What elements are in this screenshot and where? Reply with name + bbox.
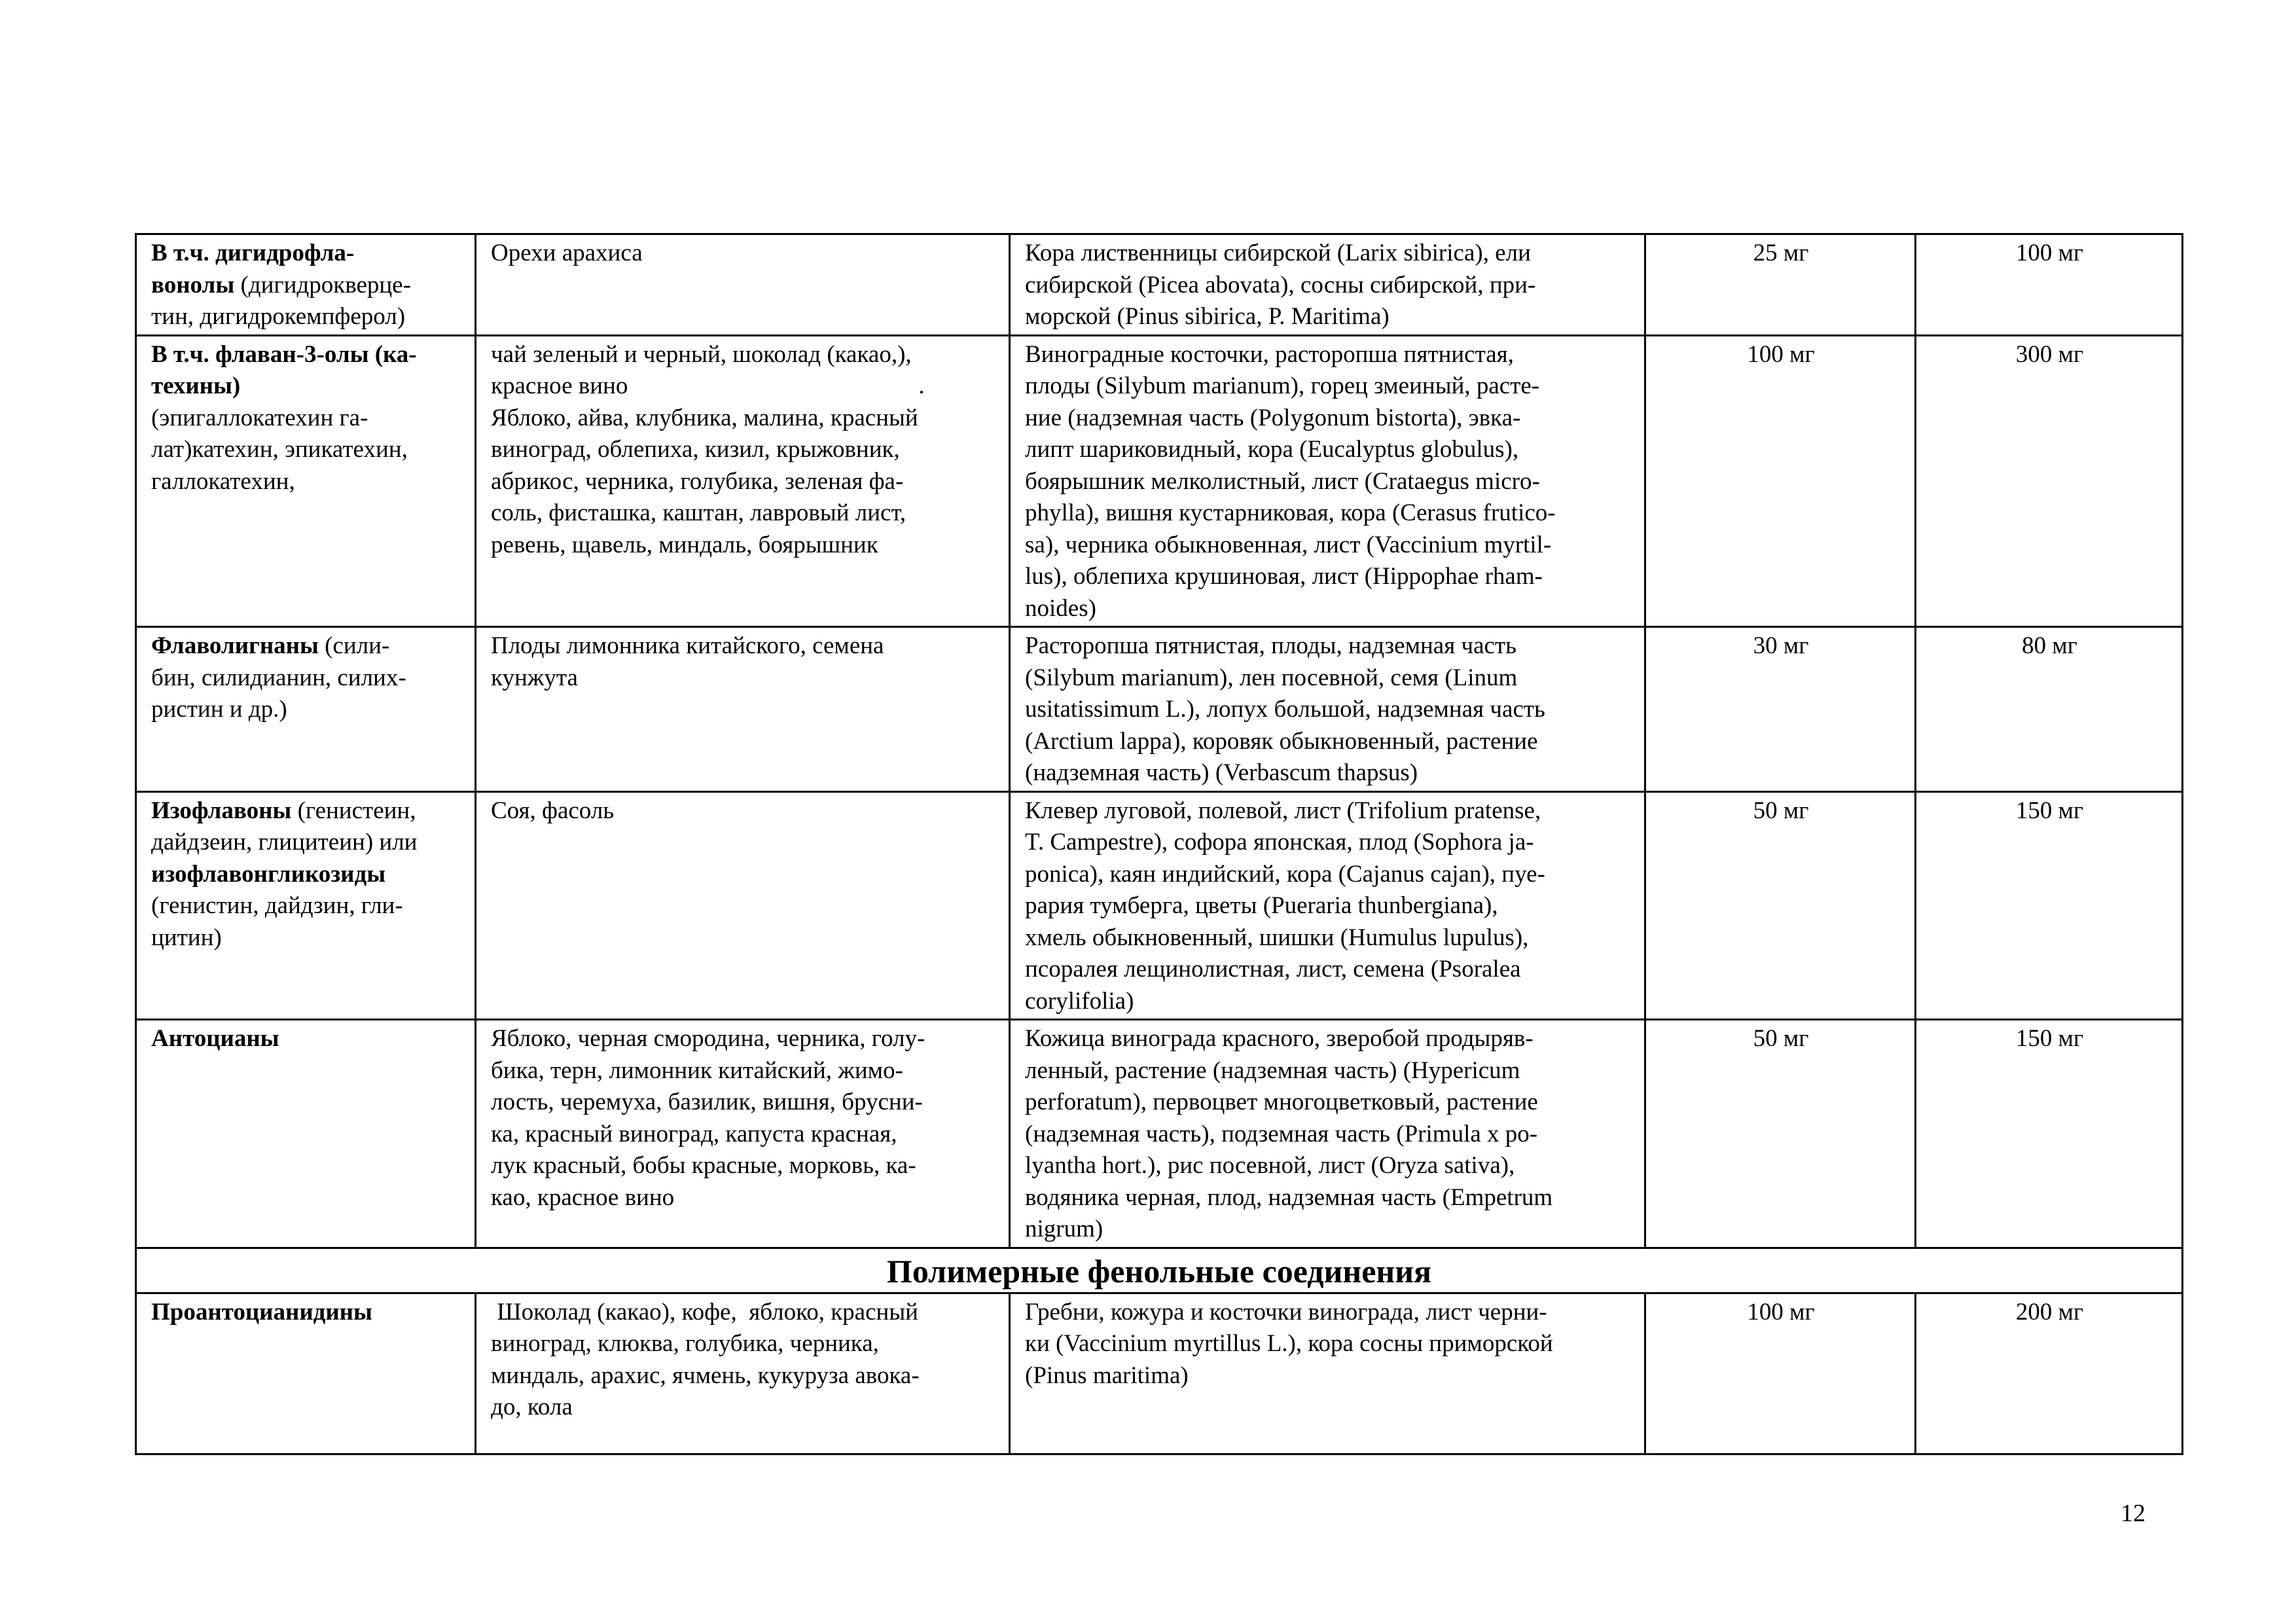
plant-sources-cell: Кора лиственницы сибирской (Larix sibirica), ели сибирской (Picea abovata), сосны сибирской, при- морской (Pinus sibirica, P. Maritima): [1010, 234, 1645, 336]
table-row: [136, 335, 2183, 627]
table-row: [136, 627, 2183, 792]
substance-name: Изофлавоны: [151, 797, 292, 824]
plant-sources-cell: Расторопша пятнистая, плоды, надземная часть (Silybum marianum), лен посевной, семя (Linum usitatissimum L.), лопух большой, надземная часть (Arctium lappa), коровяк обыкновенный, растение (надземная часть) (Verbascum thapsus): [1010, 627, 1645, 792]
substance-cell: [136, 1020, 476, 1248]
table-row: [136, 791, 2183, 1020]
substance-cell: [136, 234, 476, 336]
substance-name: Антоцианы: [151, 1025, 279, 1052]
dose-max-cell: 150 мг: [1916, 791, 2183, 1020]
dose-max-cell: 300 мг: [1916, 335, 2183, 627]
substance-detail: (дигидрокверце- тин, дигидрокемпферол): [151, 271, 411, 330]
dose-max-cell: 200 мг: [1916, 1293, 2183, 1454]
substance-name: Флаволигнаны: [151, 632, 319, 659]
dose-max-cell: 100 мг: [1916, 234, 2183, 336]
substance-name: Проантоцианидины: [151, 1298, 372, 1326]
dose-min-cell: 100 мг: [1645, 335, 1916, 627]
page-number: 12: [2121, 1500, 2145, 1527]
table-row: [136, 1293, 2183, 1454]
dose-min-cell: 30 мг: [1645, 627, 1916, 792]
compounds-table: [135, 233, 2183, 1455]
food-sources-cell: Орехи арахиса: [476, 234, 1010, 336]
substance-cell: [136, 335, 476, 627]
dose-max-cell: 150 мг: [1916, 1020, 2183, 1248]
section-row: [136, 1248, 2183, 1293]
substance-name-secondary: изофлавонгликозиды: [151, 860, 386, 888]
substance-detail-secondary: (генистин, дайдзин, гли- цитин): [151, 892, 403, 951]
plant-sources-cell: Клевер луговой, полевой, лист (Trifolium pratense, T. Campestre), софора японская, плод (Sophora ja- ponica), каян индийский, кора (Cajanus cajan), пуе- рария тумберга, цветы (Pueraria thunbergiana), хмель обыкновенный, шишки (Humulus lupulus), псоралея лещинолистная, лист, семена (Psoralea corylifolia): [1010, 791, 1645, 1020]
table-row: [136, 1020, 2183, 1248]
food-sources-cell: чай зеленый и черный, шоколад (какао,), красное вино . Яблоко, айва, клубника, малина, красный виноград, облепиха, кизил, крыжовник, абрикос, черника, голубика, зеленая фа- соль, фисташка, каштан, лавровый лист, ревень, щавель, миндаль, боярышник: [476, 335, 1010, 627]
substance-cell: [136, 627, 476, 792]
dose-min-cell: 50 мг: [1645, 791, 1916, 1020]
section-title: Полимерные фенольные соединения: [136, 1248, 2183, 1293]
substance-cell: [136, 1293, 476, 1454]
food-sources-cell: Плоды лимонника китайского, семена кунжута: [476, 627, 1010, 792]
plant-sources-cell: Виноградные косточки, расторопша пятнистая, плоды (Silybum marianum), горец змеиный, расте- ние (надземная часть (Polygonum bistorta), эвка- липт шариковидный, кора (Eucalyptus globulus), боярышник мелколистный, лист (Crataegus micro- phylla), вишня кустарниковая, кора (Cerasus frutico- sa), черника обыкновенная, лист (Vaccinium myrtil- lus), облепиха крушиновая, лист (Hippophae rham- noides): [1010, 335, 1645, 627]
food-sources-cell: Яблоко, черная смородина, черника, голу- бика, терн, лимонник китайский, жимо- лость, черемуха, базилик, вишня, брусни- ка, красный виноград, капуста красная, лук красный, бобы красные, морковь, ка- као, красное вино: [476, 1020, 1010, 1248]
substance-detail: (эпигаллокатехин га- лат)катехин, эпикатехин, галлокатехин,: [151, 404, 408, 495]
substance-name: В т.ч. дигидрофла- вонолы: [151, 240, 355, 298]
substance-name: В т.ч. флаван-3-олы (ка- техины): [151, 340, 417, 399]
substance-detail: (сили- бин, силидианин, силих- ристин и др.): [151, 632, 406, 723]
food-sources-cell: Соя, фасоль: [476, 791, 1010, 1020]
dose-min-cell: 25 мг: [1645, 234, 1916, 336]
food-sources-cell: Шоколад (какао), кофе, яблоко, красный виноград, клюква, голубика, черника, миндаль, арахис, ячмень, кукуруза авока- до, кола: [476, 1293, 1010, 1454]
substance-cell: [136, 791, 476, 1020]
substance-detail: (генистеин, дайдзеин, глицитеин) или: [151, 797, 418, 856]
dose-min-cell: 50 мг: [1645, 1020, 1916, 1248]
table-row: [136, 234, 2183, 336]
plant-sources-cell: Гребни, кожура и косточки винограда, лист черни- ки (Vaccinium myrtillus L.), кора сосны приморской (Pinus maritima): [1010, 1293, 1645, 1454]
dose-max-cell: 80 мг: [1916, 627, 2183, 792]
plant-sources-cell: Кожица винограда красного, зверобой продыряв- ленный, растение (надземная часть) (Hypericum perforatum), первоцвет многоцветковый, растение (надземная часть), подземная часть (Primula x po- lyantha hort.), рис посевной, лист (Oryza sativa), водяника черная, плод, надземная часть (Empetrum nigrum): [1010, 1020, 1645, 1248]
dose-min-cell: 100 мг: [1645, 1293, 1916, 1454]
